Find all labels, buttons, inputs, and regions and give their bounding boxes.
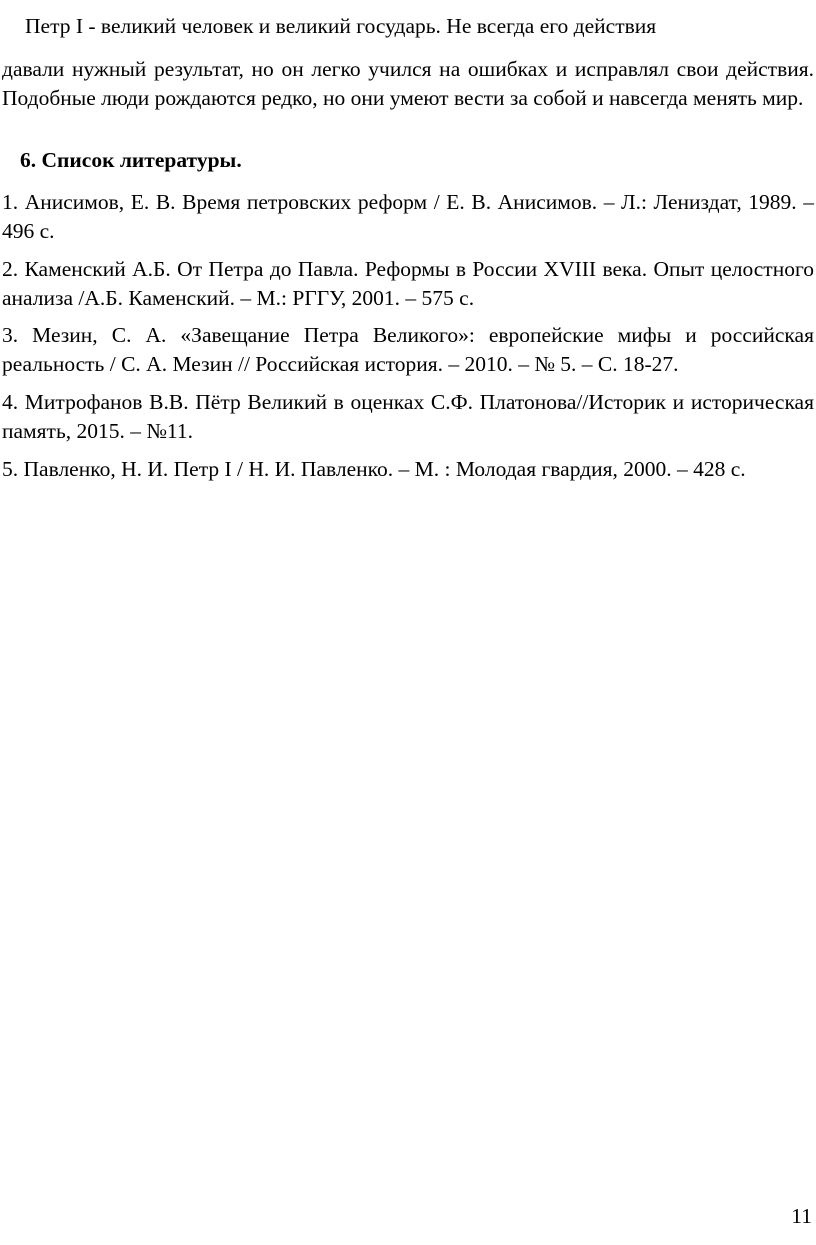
intro-first-line: Петр I - великий человек и великий государь. Не всегда его действия [25,14,657,38]
references-heading: 6. Список литературы. [20,148,242,172]
reference-item-4: 4. Митрофанов В.В. Пётр Великий в оценках С.Ф. Платонова//Историк и историческая память, 2015. – №11. [2,390,814,443]
intro-paragraph: давали нужный результат, но он легко учился на ошибках и исправлял свои действия. Подобные люди рождаются редко, но они умеют вести за собой и навсегда менять мир. [2,57,814,110]
reference-item-3: 3. Мезин, С. А. «Завещание Петра Великого»: европейские мифы и российская реальность / С. А. Мезин // Российская история. – 2010. – № 5. – С. 18-27. [2,323,814,376]
reference-item-1: 1. Анисимов, Е. В. Время петровских реформ / Е. В. Анисимов. – Л.: Лениздат, 1989. – 496 с. [2,190,814,243]
page-number: 11 [791,1204,812,1228]
reference-item-5: 5. Павленко, Н. И. Петр I / Н. И. Павленко. – М. : Молодая гвардия, 2000. – 428 с. [2,457,746,481]
reference-item-2: 2. Каменский А.Б. От Петра до Павла. Реформы в России XVIII века. Опыт целостного анализа /А.Б. Каменский. – М.: РГГУ, 2001. – 575 с. [2,257,814,310]
